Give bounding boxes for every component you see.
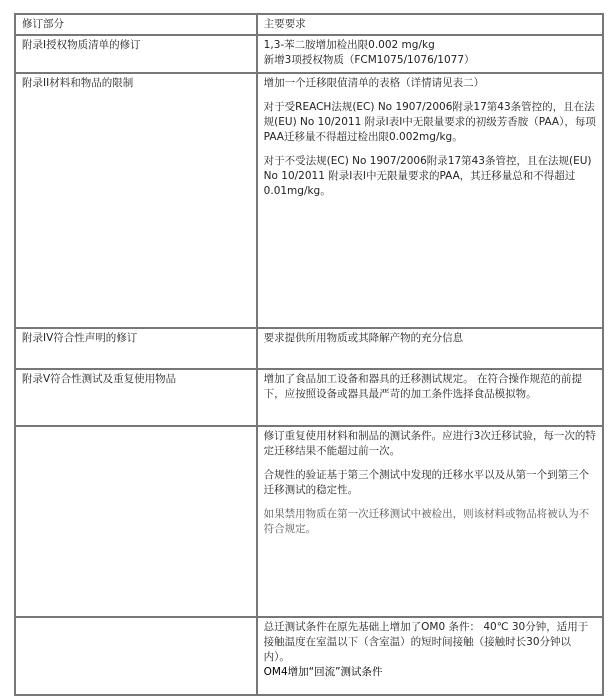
requirement-text: 1,3-苯二胺增加检出限0.002 mg/kg xyxy=(263,39,435,51)
section-cell: 附录I授权物质清单的修订 xyxy=(15,35,257,73)
requirement-text: 对于不受法规(EC) No 1907/2006附录17第43条管控，且在法规(EU) No 10/2011 附录I表I中无限量要求的PAA，其迁移量总和不得超过0.01mg/kg。 xyxy=(263,155,592,197)
requirement-text: OM4增加“回流”测试条件 xyxy=(263,666,383,678)
table-row xyxy=(15,73,603,328)
section-cell: 附录V符合性测试及重复使用物品 xyxy=(15,369,257,426)
header-requirements: 主要要求 xyxy=(257,14,603,35)
section-cell xyxy=(15,617,257,695)
requirements-cell xyxy=(257,328,603,369)
requirements-cell xyxy=(257,73,603,328)
amendment-table xyxy=(14,13,604,696)
requirements-cell xyxy=(257,426,603,617)
requirement-text: 合规性的验证基于第三个测试中发现的迁移水平以及从第一个到第三个迁移测试的稳定性。 xyxy=(263,469,590,496)
section-cell: 附录II材料和物品的限制 xyxy=(15,73,257,328)
section-cell: 附录IV符合性声明的修订 xyxy=(15,328,257,369)
table-row xyxy=(15,35,603,73)
table-row xyxy=(15,369,603,426)
requirement-text: 总迁测试条件在原先基础上增加了OM0 条件： 40℃ 30分钟，适用于接触温度在室温以下（含室温）的短时间接触（接触时长30分钟以内）。 xyxy=(263,621,589,663)
section-cell xyxy=(15,426,257,617)
requirement-text: 对于受REACH法规(EC) No 1907/2006附录17第43条管控的，且在法规(EU) No 10/2011 附录I表I中无限量要求的初级芳香胺（PAA），每项PAA迁移量不得超过检出限0.002mg/kg。 xyxy=(263,101,596,143)
requirement-text: 要求提供所用物质或其降解产物的充分信息 xyxy=(263,332,464,344)
header-section: 修订部分 xyxy=(15,14,257,35)
requirement-text: 新增3项授权物质（FCM1075/1076/1077） xyxy=(263,54,475,66)
table-row xyxy=(15,426,603,617)
requirement-text: 增加了食品加工设备和器具的迁移测试规定。 在符合操作规范的前提下，应按照设备或器具最严苛的加工条件选择食品模拟物。 xyxy=(263,373,583,400)
requirements-cell xyxy=(257,369,603,426)
table-row xyxy=(15,617,603,695)
table-row xyxy=(15,328,603,369)
table-header-row xyxy=(15,14,603,35)
requirement-text: 修订重复使用材料和制品的测试条件。应进行3次迁移试验，每一次的特定迁移结果不能超过前一次。 xyxy=(263,430,596,457)
requirements-cell xyxy=(257,617,603,695)
requirement-text: 增加一个迁移限值清单的表格（详情请见表二） xyxy=(263,77,485,89)
requirement-text: 如果禁用物质在第一次迁移测试中被检出，则该材料或物品将被认为不符合规定。 xyxy=(263,508,590,535)
requirements-cell xyxy=(257,35,603,73)
